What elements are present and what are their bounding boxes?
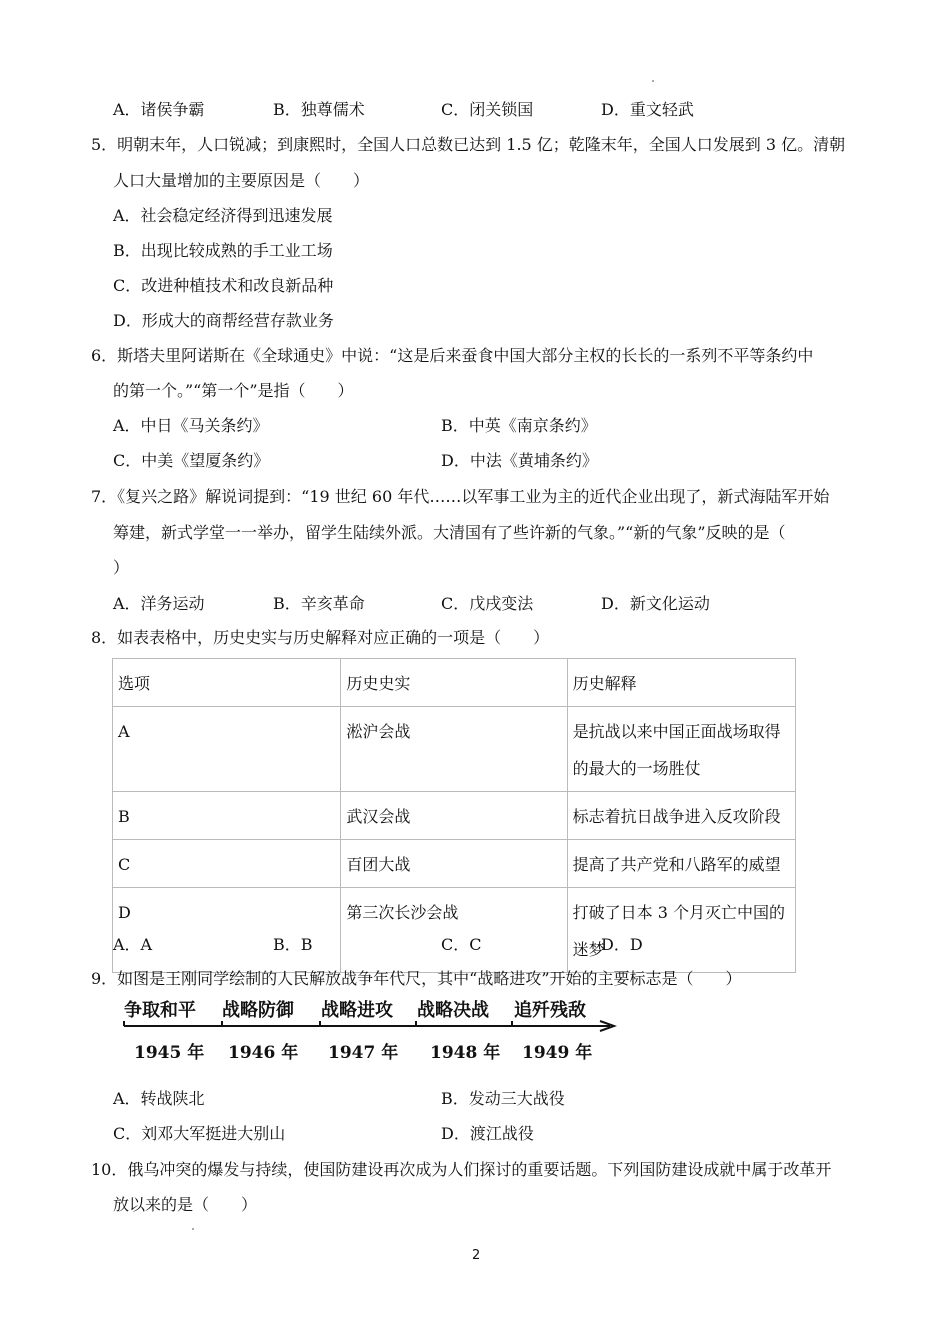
q5-option-c: C．改进种植技术和改良新品种	[113, 276, 334, 295]
table-header-cell: 历史解释	[567, 659, 795, 707]
timeline-year: 1946 年	[228, 1043, 299, 1063]
q9-option-a: A．转战陕北	[113, 1089, 205, 1108]
q7-stem-line3: ）	[113, 558, 130, 577]
table-cell: 是抗战以来中国正面战场取得的最大的一场胜仗	[567, 707, 795, 792]
table-cell: C	[113, 840, 341, 888]
table-cell: 打破了日本 3 个月灭亡中国的迷梦	[567, 888, 795, 973]
timeline-year: 1948 年	[430, 1043, 501, 1063]
table-cell: 百团大战	[341, 840, 567, 888]
q6-option-a: A．中日《马关条约》	[113, 416, 269, 435]
q10-stem-line1: 10．俄乌冲突的爆发与持续，使国防建设再次成为人们探讨的重要话题。下列国防建设成就中属于改革开	[91, 1160, 832, 1179]
table-cell: B	[113, 792, 341, 840]
q4-option-c: C．闭关锁国	[441, 100, 534, 119]
table-cell: 提高了共产党和八路军的威望	[567, 840, 795, 888]
table-header-cell: 选项	[113, 659, 341, 707]
q9-stem-line1: 9．如图是王刚同学绘制的人民解放战争年代尺，其中“战略进攻”开始的主要标志是（ ）	[91, 969, 742, 988]
q7-option-c: C．戊戌变法	[441, 594, 534, 613]
q6-stem-line1: 6．斯塔夫里阿诺斯在《全球通史》中说：“这是后来蚕食中国大部分主权的长长的一系列不平等条约中	[91, 346, 814, 365]
table-cell: A	[113, 707, 341, 792]
timeline-label: 追歼残敌	[514, 1000, 586, 1021]
q7-stem-line1: 7．《复兴之路》解说词提到：“19 世纪 60 年代……以军事工业为主的近代企业出现了，新式海陆军开始	[91, 487, 830, 506]
q7-option-d: D．新文化运动	[601, 594, 710, 613]
q7-option-b: B．辛亥革命	[273, 594, 365, 613]
timeline-year: 1949 年	[522, 1043, 593, 1063]
q4-option-b: B．独尊儒术	[273, 100, 365, 119]
table-cell: 武汉会战	[341, 792, 567, 840]
q10-stem-line2: 放以来的是（ ）	[113, 1195, 258, 1214]
table-row	[113, 707, 796, 792]
timeline-year: 1945 年	[134, 1043, 205, 1063]
q8-option-b: B．B	[273, 935, 313, 954]
q9-option-d: D．渡江战役	[441, 1124, 534, 1143]
q6-option-d: D．中法《黄埔条约》	[441, 451, 598, 470]
q5-option-d: D．形成大的商帮经营存款业务	[113, 311, 334, 330]
table-row	[113, 840, 796, 888]
q5-stem-line2: 人口大量增加的主要原因是（ ）	[113, 171, 370, 190]
q5-option-b: B．出现比较成熟的手工业工场	[113, 241, 333, 260]
table-cell: D	[113, 888, 341, 973]
table-cell: 第三次长沙会战	[341, 888, 567, 973]
q7-option-a: A．洋务运动	[113, 594, 205, 613]
q9-option-b: B．发动三大战役	[441, 1089, 565, 1108]
q7-stem-line2: 筹建，新式学堂一一举办，留学生陆续外派。大清国有了些许新的气象。”“新的气象”反映的是（	[113, 523, 786, 542]
q8-table	[112, 658, 796, 973]
q6-option-c: C．中美《望厦条约》	[113, 451, 270, 470]
scan-speck	[192, 1228, 194, 1230]
q5-option-a: A．社会稳定经济得到迅速发展	[113, 206, 333, 225]
q8-option-a: A．A	[113, 935, 153, 954]
q6-stem-line2: 的第一个。”“第一个”是指（ ）	[113, 381, 354, 400]
timeline-figure	[122, 996, 622, 1062]
timeline-label: 争取和平	[124, 1000, 196, 1021]
table-header-row	[113, 659, 796, 707]
timeline-arrow	[122, 1018, 622, 1034]
scan-speck	[652, 80, 654, 82]
q8-stem-line1: 8．如表表格中，历史史实与历史解释对应正确的一项是（ ）	[91, 628, 550, 647]
table-row	[113, 888, 796, 973]
table-header-cell: 历史史实	[341, 659, 567, 707]
q8-option-d: D．D	[601, 935, 643, 954]
q8-option-c: C．C	[441, 935, 482, 954]
q6-option-b: B．中英《南京条约》	[441, 416, 597, 435]
q4-option-a: A．诸侯争霸	[113, 100, 205, 119]
timeline-label: 战略进攻	[321, 1000, 393, 1021]
timeline-label: 战略防御	[222, 1000, 294, 1021]
timeline-year: 1947 年	[328, 1043, 399, 1063]
table-cell: 淞沪会战	[341, 707, 567, 792]
q4-option-d: D．重文轻武	[601, 100, 694, 119]
table-cell: 标志着抗日战争进入反攻阶段	[567, 792, 795, 840]
page-number: 2	[472, 1248, 481, 1263]
table-row	[113, 792, 796, 840]
q9-option-c: C．刘邓大军挺进大别山	[113, 1124, 286, 1143]
timeline-label: 战略决战	[417, 1000, 489, 1021]
q5-stem-line1: 5．明朝末年，人口锐减；到康熙时，全国人口总数已达到 1.5 亿；乾隆末年，全国人口发展到 3 亿。清朝	[91, 135, 846, 154]
